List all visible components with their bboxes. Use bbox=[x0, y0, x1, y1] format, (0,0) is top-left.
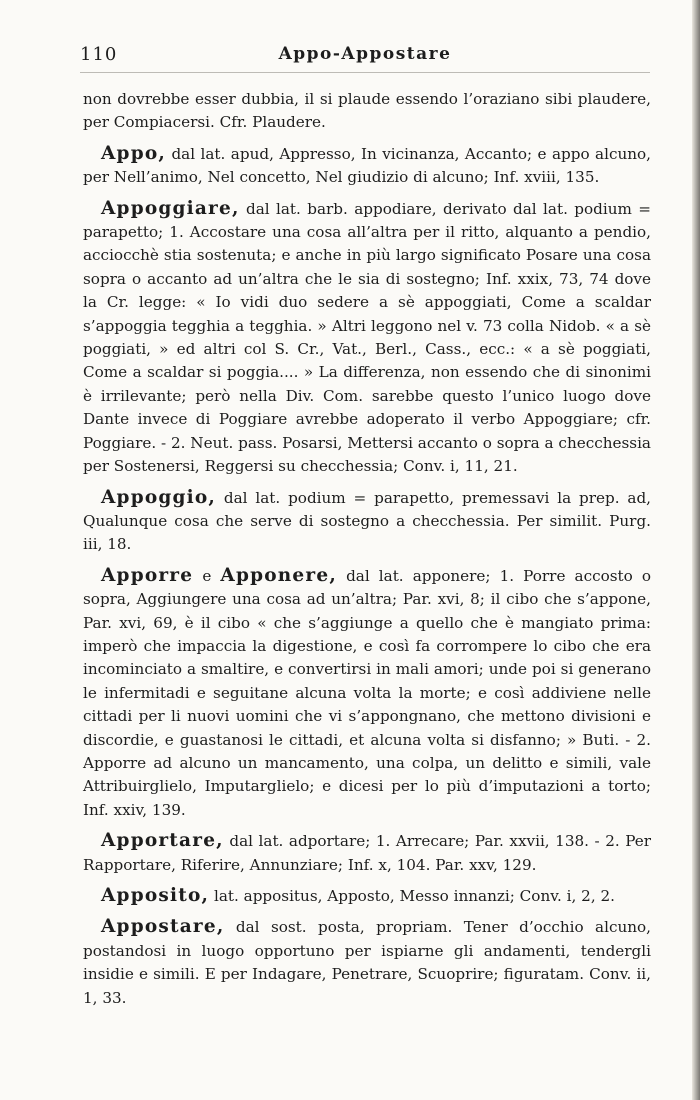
headword: Appoggio, bbox=[101, 486, 217, 508]
headword: Appo, bbox=[101, 142, 167, 164]
entry-text: dal lat. adportare; 1. Arrecare; Par. xxvii, 138. - 2. Per Rapportare, Riferire, Annunziare; Inf. x, 104. Par. xxv, 129. bbox=[83, 832, 652, 874]
page-header bbox=[80, 44, 650, 70]
page-edge-shadow bbox=[692, 0, 700, 1100]
entry-text: lat. appositus, Apposto, Messo innanzi; Conv. i, 2, 2. bbox=[213, 887, 615, 905]
page-number: 110 bbox=[80, 44, 118, 65]
headword-variant: Apponere, bbox=[220, 564, 337, 586]
entry-text: dal lat. barb. appodiare, derivato dal lat. podium = parapetto; 1. Accostare una cosa all’altra per il ritto, alquanto a pendio, acciocchè stia sostenuta; e anche in più largo significato Posare una cosa sopra o accanto ad un’altra che le sia di sostegno; Inf. xxix, 73, 74 dove la Cr. legge: « Io vidi duo sedere a sè appoggiati, Come a scaldar s’appoggia tegghia a tegghia. » Altri leggono nel v. 73 colla Nidob. « a sè poggiati, » ed altri col S. Cr., Vat., Berl., Cass., ecc.: « a sè poggiati, Come a scaldar si poggia.... » La differenza, non essendo che di sinonimi è irrilevante; però nella Div. Com. sarebbe questo l’unico luogo dove Dante invece di Poggiare avrebbe adoperato il verbo Appoggiare; cfr. Poggiare. - 2. Neut. pass. Posarsi, Mettersi accanto o sopra a checchessia per Sostenersi, Reggersi su checchessia; Conv. i, 11, 21. bbox=[83, 199, 652, 476]
entry-text: dal lat. apud, Appresso, In vicinanza, Accanto; e appo alcuno, per Nell’animo, Nel concetto, Nel giudizio di alcuno; Inf. xviii, 135. bbox=[83, 144, 651, 187]
headword-joiner: e bbox=[202, 566, 212, 585]
entry-text: dal lat. podium = parapetto, premessavi la prep. ad, Qualunque cosa che serve di sostegno a checchessia. Per similit. Purg. iii, 18. bbox=[83, 488, 651, 554]
entry-text: dal lat. apponere; 1. Porre accosto o sopra, Aggiungere una cosa ad un’altra; Par. xvi, 8; il cibo che s’appone, Par. xvi, 69, è il cibo « che s’aggiunge a quello che è mangiato prima: imperò che impaccia la digestione, e così fa corrompere lo cibo che era incominciato a smaltire, e convertirsi in mali amori; unde poi si generano le infermitadi e seguitane alcuna volta la morte; e così addiviene nelle cittadi per li nuovi uomini che vi s’appongnano, che mettono divisioni e discordie, e guastanosi le cittadi, et alcuna volta si disfanno; » Buti. - 2. Apporre ad alcuno un mancamento, una colpa, un delitto e simili, vale Attribuirglielo, Imputarglielo; e dicesi per lo più d’imputazioni a torto; Inf. xxiv, 139. bbox=[83, 566, 652, 819]
entry-appoggiare bbox=[83, 197, 651, 479]
entry-appoggio bbox=[83, 486, 651, 557]
entry-appostare bbox=[83, 915, 651, 1010]
entry-appo bbox=[83, 142, 651, 190]
headword: Apposito, bbox=[101, 885, 210, 906]
entry-apportare bbox=[83, 829, 651, 877]
headword: Appostare, bbox=[101, 916, 225, 938]
continuation-text: non dovrebbe esser dubbia, il si plaude essendo l’oraziano sibi plaudere, per Compiacersi. Cfr. Plaudere. bbox=[83, 90, 651, 132]
headword: Apporre bbox=[101, 564, 194, 586]
dictionary-body bbox=[83, 88, 651, 1010]
entry-apposito bbox=[83, 884, 651, 908]
entry-apporre bbox=[83, 564, 651, 822]
running-head: Appo-Appostare bbox=[278, 44, 452, 64]
header-rule bbox=[80, 72, 650, 73]
headword: Appoggiare, bbox=[101, 197, 240, 219]
entry-text: dal sost. posta, propriam. Tener d’occhio alcuno, postandosi in luogo opportuno per ispiarne gli andamenti, tendergli insidie e simili. E per Indagare, Penetrare, Scuoprire; figuratam. Conv. ii, 1, 33. bbox=[83, 918, 651, 1007]
headword: Apportare, bbox=[101, 830, 224, 852]
